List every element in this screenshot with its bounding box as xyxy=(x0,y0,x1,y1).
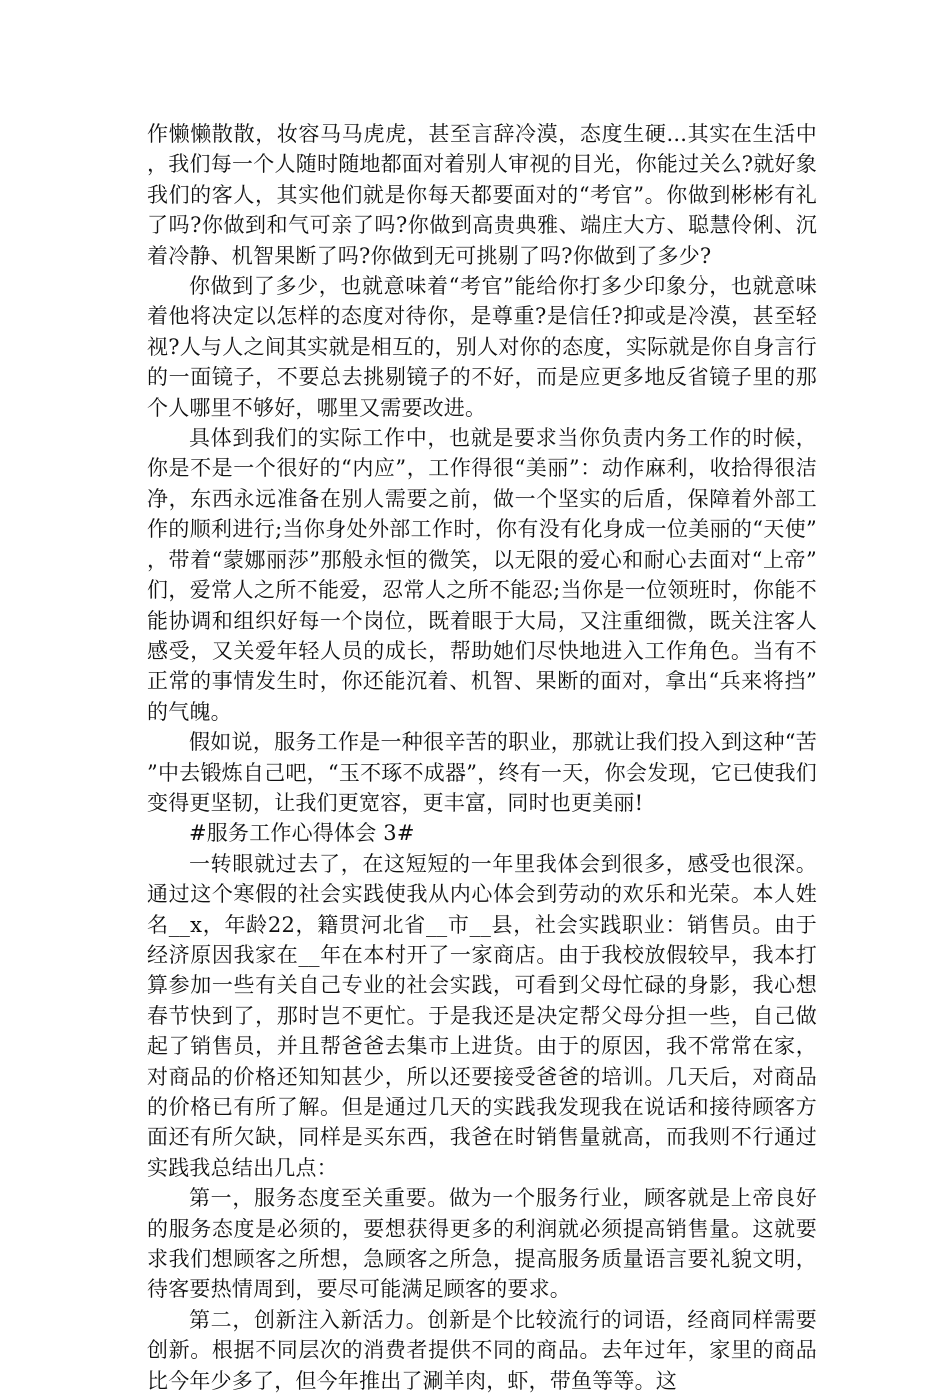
section-heading: #服务工作心得体会 3# xyxy=(189,821,415,846)
paragraph-social-practice: 一转眼就过去了，在这短短的一年里我体会到很多，感受也很深。通过这个寒假的社会实践使我从内心体会到劳动的欢乐和光荣。本人姓名__x，年龄22，籍贯河北省__市__县，社会实践职业：销售员。由于经济原因我家在__年在本村开了一家商店。由于我校放假较早，我本打算参加一些有关自己专业的社会实践，可看到父母忙碌的身影，我心想春节快到了，那时岂不更忙。于是我还是决定帮父母分担一些，自己做起了销售员，并且帮爸爸去集市上进货。由于的原因，我不常常在家，对商品的价格还知知甚少，所以还要接受爸爸的培训。几天后，对商品的价格已有所了解。但是通过几天的实践我发现我在说话和接待顾客方面还有所欠缺，同样是买东西，我爸在时销售量就高，而我则不行通过实践我总结出几点： xyxy=(147,851,817,1180)
paragraph-point-one: 第一，服务态度至关重要。做为一个服务行业，顾客就是上帝良好的服务态度是必须的，要想获得更多的利润就必须提高销售量。这就要求我们想顾客之所想，急顾客之所急，提高服务质量语言要礼貌文明，待客要热情周到，要尽可能满足顾客的要求。 xyxy=(147,1186,817,1302)
paragraph-impression: 你做到了多少，也就意味着“考官”能给你打多少印象分，也就意味着他将决定以怎样的态度对待你，是尊重?是信任?抑或是冷漠，甚至轻视?人与人之间其实就是相互的，别人对你的态度，实际就是你自身言行的一面镜子，不要总去挑剔镜子的不好，而是应更多地反省镜子里的那个人哪里不够好，哪里又需要改进。 xyxy=(147,274,817,420)
paragraph-work-practice: 具体到我们的实际工作中，也就是要求当你负责内务工作的时候，你是不是一个很好的“内应”，工作得很“美丽”：动作麻利，收拾得很洁净，东西永远准备在别人需要之前，做一个坚实的后盾，保障着外部工作的顺利进行;当你身处外部工作时，你有没有化身成一位美丽的“天使”，带着“蒙娜丽莎”那般永恒的微笑，以无限的爱心和耐心去面对“上帝”们，爱常人之所不能爱，忍常人之所不能忍;当你是一位领班时，你能不能协调和组织好每一个岗位，既着眼于大局，又注重细微，既关注客人感受，又关爱年轻人员的成长，帮助她们尽快地进入工作角色。当有不正常的事情发生时，你还能沉着、机智、果断的面对，拿出“兵来将挡”的气魄。 xyxy=(147,426,817,724)
paragraph-point-two: 第二，创新注入新活力。创新是个比较流行的词语，经商同样需要创新。根据不同层次的消费者提供不同的商品。去年过年，家里的商品比今年少多了，但今年推出了涮羊肉，虾，带鱼等等。这 xyxy=(147,1307,817,1393)
paragraph-continuation: 作懒懒散散，妆容马马虎虎，甚至言辞冷漠，态度生硬...其实在生活中，我们每一个人随时随地都面对着别人审视的目光，你能过关么?就好象我们的客人，其实他们就是你每天都要面对的“考官”。你做到彬彬有礼了吗?你做到和气可亲了吗?你做到高贵典雅、端庄大方、聪慧伶俐、沉着冷静、机智果断了吗?你做到无可挑剔了吗?你做到了多少? xyxy=(147,122,817,268)
document-body xyxy=(147,119,817,1396)
paragraph-hardship: 假如说，服务工作是一种很辛苦的职业，那就让我们投入到这种“苦”中去锻炼自己吧，“玉不琢不成器”，终有一天，你会发现，它已使我们变得更坚韧，让我们更宽容，更丰富，同时也更美丽! xyxy=(147,730,817,815)
